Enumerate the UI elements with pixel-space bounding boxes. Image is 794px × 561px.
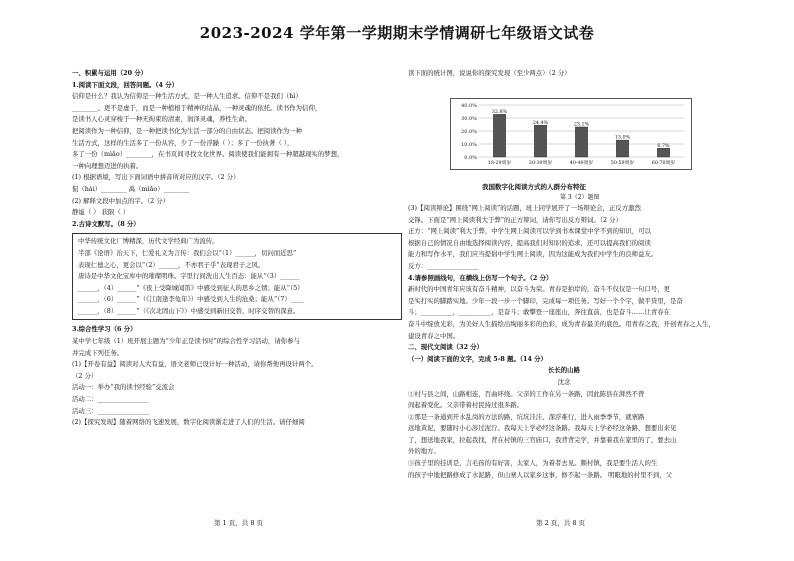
right-text-block xyxy=(408,203,720,365)
bar xyxy=(493,114,505,157)
text-line: 一种向理想迈进的执着。 xyxy=(72,161,143,170)
text-line: 静谧（ ） 获限（ ） xyxy=(72,208,130,217)
text-line: 斗；__________，__________，是奋斗；敢攀登一座座山，奔往直前，也是奋斗……让青春在 xyxy=(408,308,671,317)
x-tick-label: 40-49周岁 xyxy=(569,161,594,166)
text-line: 2.古诗文默写。（8 分） xyxy=(72,219,140,228)
text-line: 生活方式，这样的生活多了一份从容，少了一份浮躁（ ）；多了一份执著（ ）， xyxy=(72,138,294,147)
text-line: 是实打实的脚踏实地。少年一段一步一个脚印，完成每一项任务。写好一个个字，做平贷里，是奋 xyxy=(408,296,683,305)
text-line: 外的地方。 xyxy=(408,447,440,456)
text-line: ②那是一条通到开水乱岗的方法的路，坑坑洼洼、深浮难行，进入雨季季节，就寨路 xyxy=(408,412,645,421)
chart-figure-number: 第 3（2）题图 xyxy=(560,194,600,201)
text-line: ③孩子里的挂训是，言毛孩的有好害，太家人，为着者去见。颇村镇，我是要生活人的生 xyxy=(408,459,658,468)
bar-value-label: 6.7% xyxy=(657,143,670,149)
bar-value-label: 32.8% xyxy=(491,109,508,115)
bar xyxy=(534,125,546,157)
poetry-box xyxy=(72,233,402,320)
x-tick-label: 50-59周岁 xyxy=(610,161,635,166)
chart-caption: 我国数字化阅读方式的人群分布特征 xyxy=(482,183,586,191)
bar xyxy=(657,148,669,157)
text-line: (2)【探究发现】随着网络的飞速发展，数字化阅读渐走进了人们的生活。请仔细阅 xyxy=(72,418,305,427)
text-line: 一、积累与运用（20 分） xyxy=(72,69,148,77)
text-line: (2) 解释文段中加点的字。（2 分） xyxy=(72,196,170,205)
bar-value-label: 24.4% xyxy=(532,120,549,126)
bar xyxy=(575,127,587,157)
text-line: 根据自己的情况自由地选择阅读内容，提高我们对知识的追求，还可以提高我们的阅读 xyxy=(408,238,651,247)
text-line: 二、现代文阅读（32 分） xyxy=(408,343,484,352)
left-footer: 第 1 页，共 8 页 xyxy=(214,519,264,527)
text-line: 建设青春之中国。 xyxy=(408,331,460,340)
text-line: (1)【开卷有益】阅读对人大有益，语文老师已设计好一种活动，请你帮他再设计两个。 xyxy=(72,360,318,369)
text-line: 远地黄泥，要随时小心涉过泥泞。我每天上学必经这条路。我每天上学必经这条路，想要出来见 xyxy=(408,424,677,433)
right-page-lower xyxy=(408,203,720,481)
y-tick-label: 0.0% xyxy=(464,155,477,161)
right-footer: 第 2 页，共 8 页 xyxy=(536,519,586,527)
text-line: 反方：________________ xyxy=(408,261,479,270)
text-line: （2 分） xyxy=(72,371,98,380)
text-line: 某中学七年级（1）班开展主题为“少年正是读书时”的综合性学习活动，请你参与 xyxy=(72,337,300,346)
text-line: 能力和写作水平，我们应当提倡中学生网上阅读，因为这能成为我们中学生的良师益友。 xyxy=(408,250,658,259)
left-text-block-2 xyxy=(72,324,402,428)
text-line: 正方：“网上阅读”利大于弊，中学生网上阅读可以学到书本课堂中学不到的知识，可以 xyxy=(408,227,651,236)
text-line: (3)【阅读辩论】围绕“网上阅读”的话题，班上同学展开了一场辩论会，正反方激烈 xyxy=(408,204,641,212)
y-tick-label: 20.0% xyxy=(461,129,477,135)
text-line: 4.请参照画线句，在横线上仿写一个句子。（2 分） xyxy=(408,273,553,282)
text-line: (1) 根据语境，写出下面词语中拼音所对应的汉字。（2 分） xyxy=(72,173,240,182)
text-line: 唐诗是中华文化宝库中的璀璨明珠。字里行间洗出人生百态：能从“（3）______ xyxy=(78,272,300,281)
text-line: 半部《论语》治天下，仁爱礼义为言传：我们会以“（1）______，切问而近思” xyxy=(78,248,297,257)
bar xyxy=(616,140,628,157)
text-line: 活动三：________________ xyxy=(72,406,149,415)
article-title: 长长的山路 xyxy=(548,366,580,375)
y-tick-label: 10.0% xyxy=(461,142,477,148)
exam-title: 2023-2024 学年第一学期期末学情调研七年级语文试卷 xyxy=(199,24,595,42)
text-line: ①村与县之间，山路相连，百曲环绕。父亲的工作在另一条路，因此陈县在湃然不曾 xyxy=(408,389,645,398)
text-line: 的孩子中地把路修成了水泥路，但山寨人以家乡这事，修不起一条路。 明眼地的村里不到，父 xyxy=(408,470,673,479)
x-tick-label: 60-70周岁 xyxy=(651,161,676,166)
text-line: 活动一：举办“我的读书经验”交流会 xyxy=(72,383,175,392)
text-line: ______，（6）______”（《江南逢李龟年》）中感受到人生的沧桑；能从“（7）____ xyxy=(78,295,304,304)
text-line: ______，（4）______”《夜上受降城闻笛》中感受到征人的思乡之情；能从“（5） xyxy=(78,283,304,292)
right-page xyxy=(408,68,720,80)
chart-intro: 读下面的统计图，说说你的探究发现（至少两点）（2 分） xyxy=(408,69,571,77)
text-line: 把阅读作为一种信仰，是一种把读书化为生活一部分的自由状态。把阅读作为一种 xyxy=(72,126,303,135)
x-tick-label: 30-39周岁 xyxy=(528,161,553,166)
text-line: ________、更不是虚于，而是一种植根于精神的结晶，一种灵魂的依托。读书作为信仰， xyxy=(72,103,322,112)
text-line: 奋斗中绽放光彩，为美好人生描绘出绚丽多彩的色彩，成为青春最美的底色。用青春之我，开创青春之人生， xyxy=(408,319,715,328)
text-line: 侃（hài）________ 禹（mìǎo）________ xyxy=(72,184,190,193)
text-line: 信仰是什么？我认为信仰是一种生活方式，是一种人生追求。信仰不是我们（hì） xyxy=(72,92,302,101)
text-line: 间起着变化。父亲带着村民持过很多路。 xyxy=(408,401,524,410)
text-line: 交锋。下面是“网上阅读利大于弊”的正方辩词，请你写出反方辩词。（2 分） xyxy=(408,215,622,224)
bar-value-label: 23.1% xyxy=(573,122,590,128)
article-body xyxy=(408,389,720,482)
text-line: 活动二：________________ xyxy=(72,395,149,404)
text-line: 1.阅读下面文段，回答问题。（4 分） xyxy=(72,80,179,89)
text-line: （一）阅读下面的文字，完成 5-8 题。（14 分） xyxy=(408,354,547,363)
text-line: 中华传统文化厂博精深，历代文学经典广为流传。 xyxy=(78,237,219,246)
text-line: 多了一份（mìǎo）________，在书页间寻找文化世界。阅读使我们能拥有一种超越现实的梦想， xyxy=(72,150,344,159)
text-line: 表现仁德之心，更会以“（2）______，不亦君子乎”表现君子之风。 xyxy=(78,260,265,269)
text-line: 并完成下列任务。 xyxy=(72,348,124,357)
text-line: 了，想送地我家，拉起我找，背在村镇的三官庙口，我背背完学，并靠着我在家里的了，要去山 xyxy=(408,435,677,444)
text-line: 3.综合性学习（6 分） xyxy=(72,325,137,334)
y-tick-label: 40.0% xyxy=(461,103,477,109)
y-tick-label: 30.0% xyxy=(461,116,477,122)
text-line: 新时代的中国青年应该有奋斗精神，以奋斗为荣。青春是拍岸的，奋斗不仅仅是一句口号，更 xyxy=(408,285,671,294)
bar-chart xyxy=(450,98,692,170)
left-text-block xyxy=(72,68,402,230)
text-line: 是读书人心灵穿梭于一种无拘束的清素，润泽灵魂，养性生命。 xyxy=(72,115,251,124)
x-tick-label: 18-29周岁 xyxy=(487,161,512,166)
text-line: ______，（8）______”（《次北固山下》）中感受到新旧交替、时序交替的深意。 xyxy=(78,306,300,315)
bar-value-label: 13.0% xyxy=(614,135,631,141)
article-author: 沈念 xyxy=(557,377,571,386)
left-page xyxy=(72,68,402,429)
